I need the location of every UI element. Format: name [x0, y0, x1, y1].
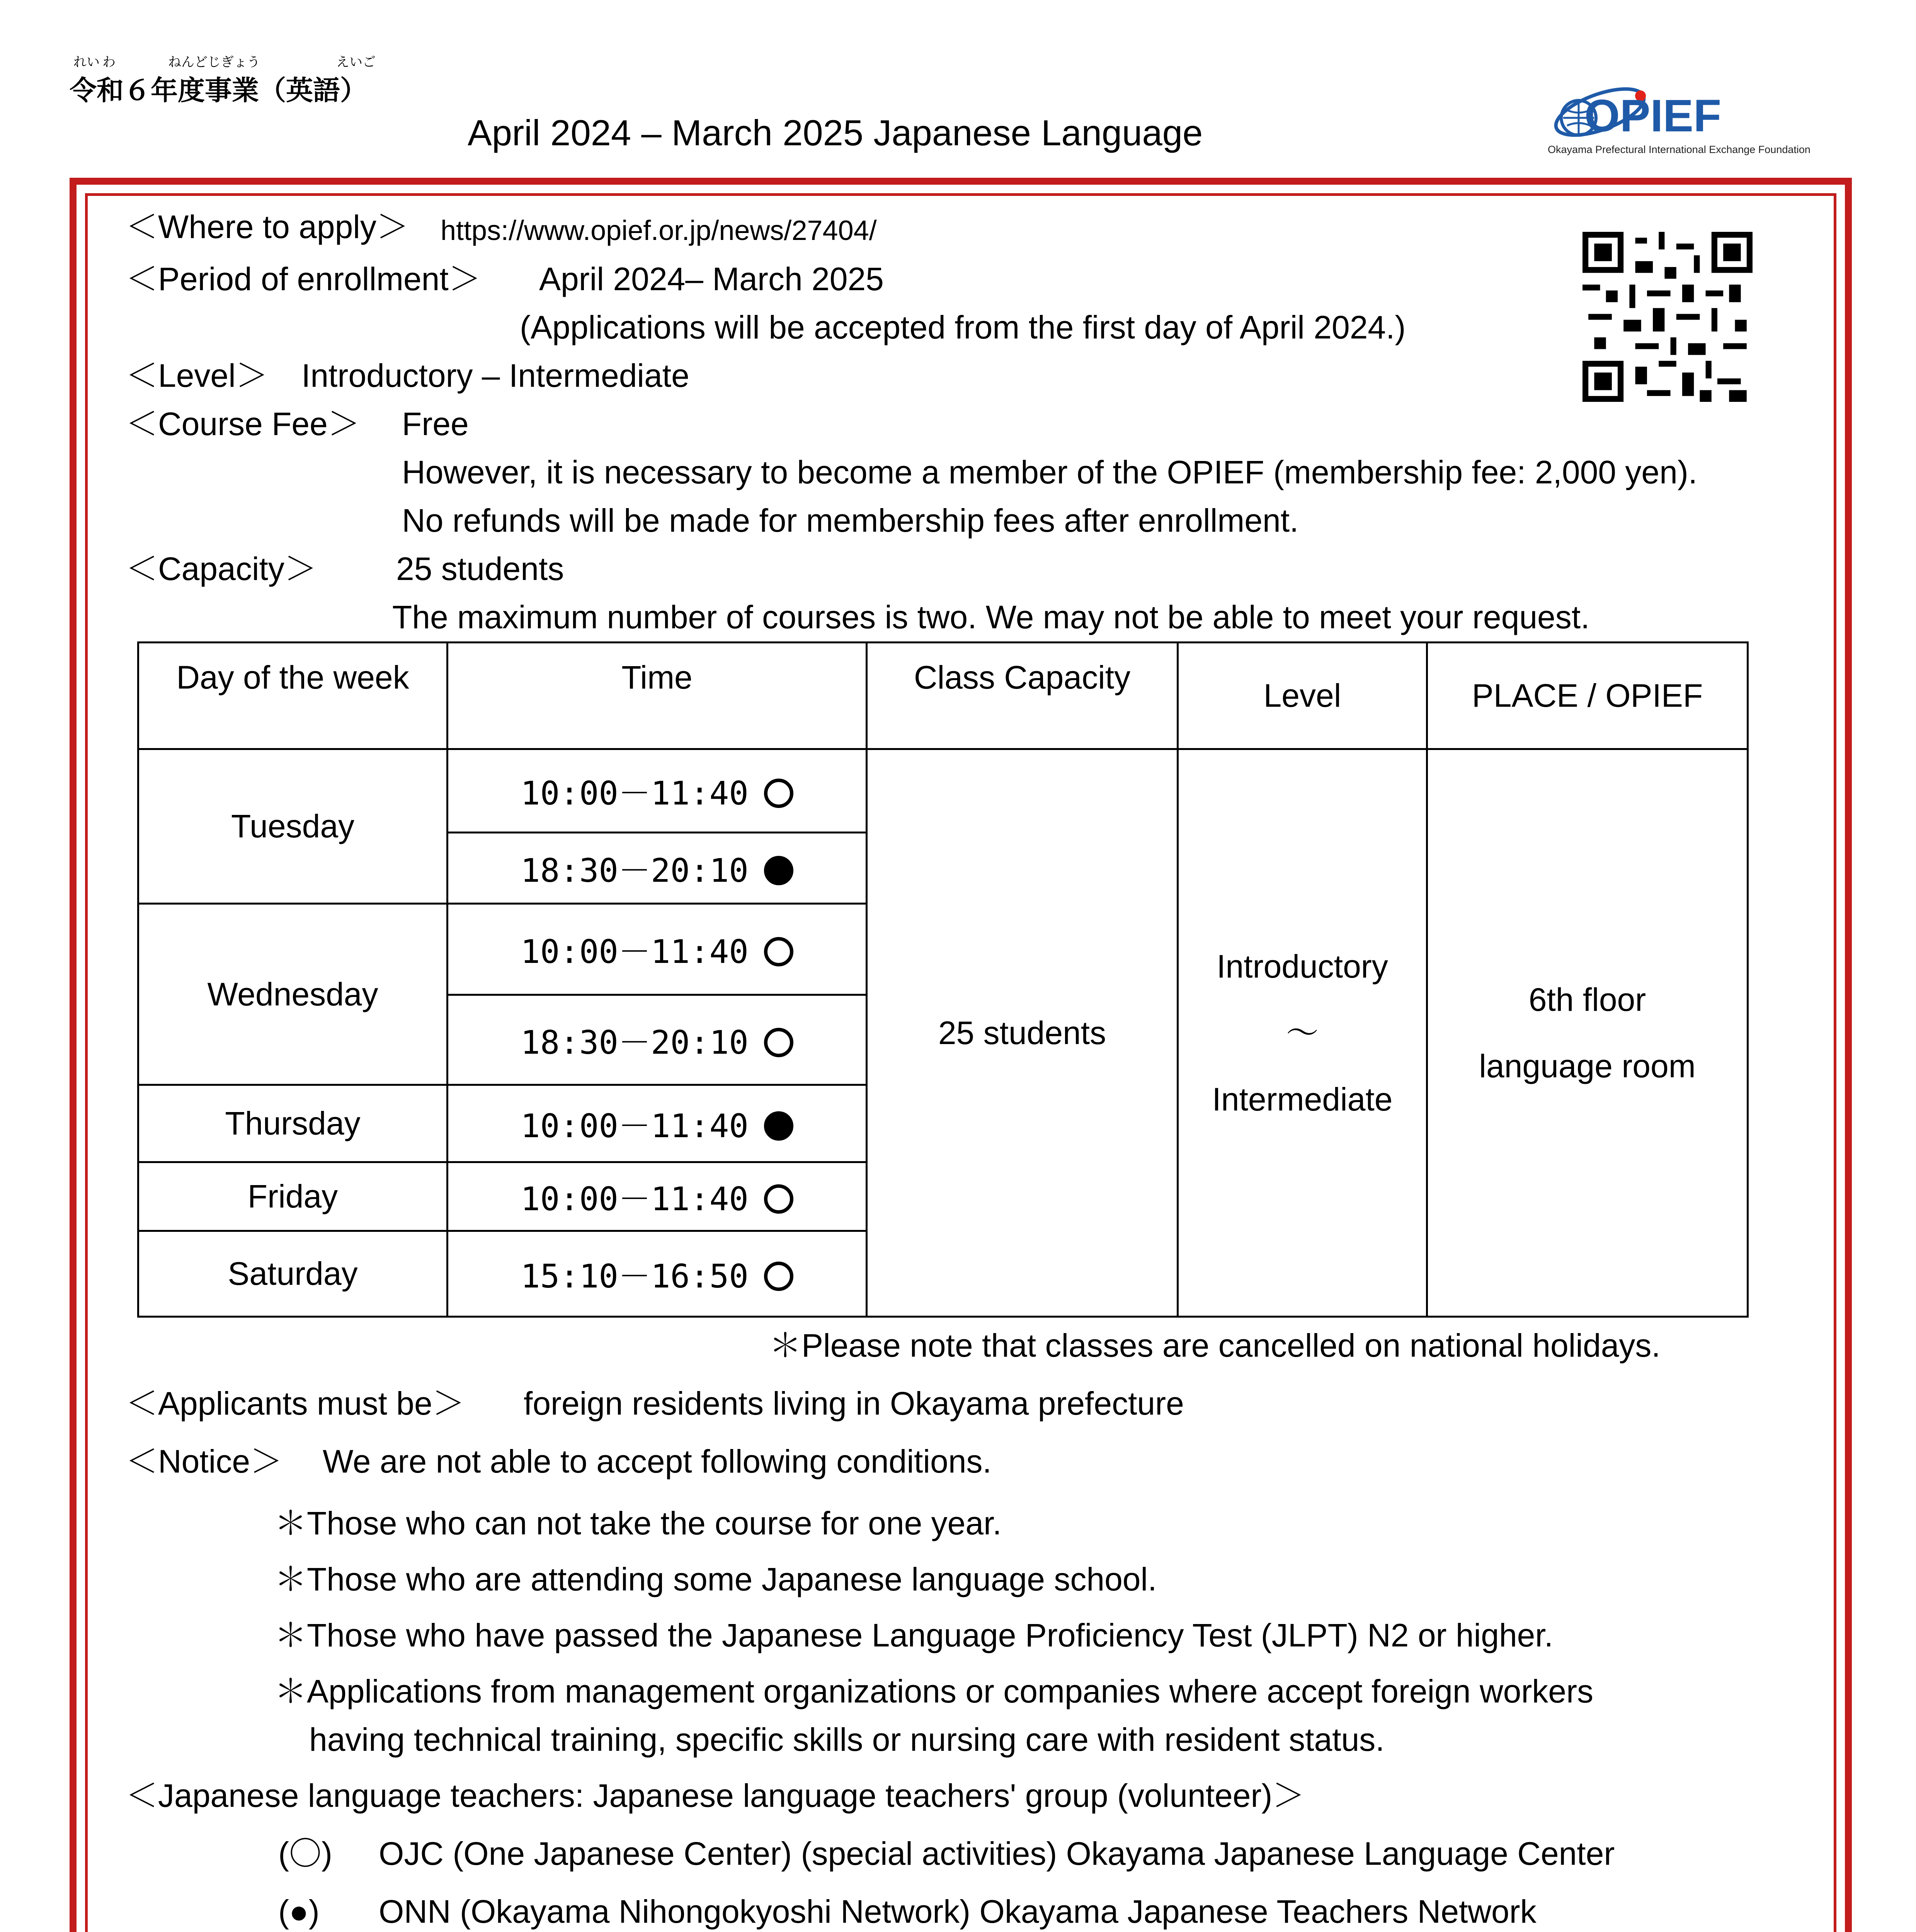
- capacity-cell: 25 students: [867, 749, 1178, 1317]
- open-circle-icon: [764, 937, 793, 966]
- place-line1: 6th floor: [1528, 981, 1646, 1018]
- time-cell: 10:00－11:40: [448, 904, 867, 995]
- header-level: Level: [1178, 643, 1427, 749]
- furigana-nendo: ねんどじぎょう: [168, 55, 260, 70]
- time-cell: 18:30－20:10: [448, 833, 867, 904]
- refund-note: No refunds will be made for membership fees after enrollment.: [402, 502, 1299, 539]
- teacher-group-open: OJC (One Japanese Center) (special activities) Okayama Japanese Language Center: [379, 1835, 1615, 1872]
- page-title: April 2024 – March 2025 Japanese Language: [468, 112, 1203, 153]
- time-cell: 18:30－20:10: [448, 995, 867, 1085]
- filled-circle-icon: [764, 856, 793, 885]
- furigana-rei: れい: [73, 55, 100, 70]
- level-top: Introductory: [1217, 948, 1388, 985]
- filled-circle-icon: [764, 1111, 793, 1141]
- level-bottom: Intermediate: [1212, 1081, 1393, 1117]
- open-circle-icon: [764, 1262, 793, 1291]
- day-cell: Saturday: [138, 1231, 448, 1317]
- capacity-value: 25 students: [396, 551, 564, 587]
- place-line2: language room: [1479, 1048, 1696, 1084]
- notice-item: ＊Those who have passed the Japanese Language Proficiency Test (JLPT) N2 or higher.: [274, 1617, 1554, 1653]
- level-cell: [1178, 749, 1427, 1317]
- membership-note: However, it is necessary to become a member of the OPIEF (membership fee: 2,000 yen).: [402, 454, 1698, 490]
- furigana-wa: わ: [102, 55, 116, 70]
- day-cell: Wednesday: [138, 904, 448, 1085]
- day-cell: Tuesday: [138, 749, 448, 904]
- level-label: ＜Level＞: [126, 357, 268, 394]
- logo-text: OPIEF: [1584, 90, 1722, 141]
- course-fee-label: ＜Course Fee＞: [126, 406, 360, 442]
- notice-item: ＊Those who can not take the course for one year.: [274, 1505, 1002, 1541]
- capacity-note: The maximum number of courses is two. We may not be able to meet your request.: [392, 599, 1590, 635]
- period-note: (Applications will be accepted from the first day of April 2024.): [520, 309, 1406, 345]
- header-place: PLACE / OPIEF: [1427, 643, 1748, 749]
- where-to-apply-label: ＜Where to apply＞: [126, 209, 409, 245]
- time-cell: 15:10－16:50: [448, 1231, 867, 1317]
- logo-subtitle: Okayama Prefectural International Exchange Foundation: [1548, 144, 1811, 155]
- open-circle-icon: [764, 1184, 793, 1214]
- course-fee-value: Free: [402, 406, 469, 442]
- level-value: Introductory – Intermediate: [301, 357, 689, 394]
- period-value: April 2024– March 2025: [539, 261, 884, 297]
- teacher-group-filled: ONN (Okayama Nihongokyoshi Network) Okayama Japanese Teachers Network: [379, 1893, 1537, 1930]
- header-time: Time: [448, 643, 867, 749]
- applicants-label: ＜Applicants must be＞: [126, 1385, 465, 1422]
- schedule-table: [137, 641, 1749, 1318]
- period-label: ＜Period of enrollment＞: [126, 261, 481, 297]
- notice-label: ＜Notice＞: [126, 1443, 283, 1480]
- notice-item: ＊Those who are attending some Japanese language school.: [274, 1561, 1157, 1597]
- notice-item-continued: having technical training, specific skills or nursing care with resident status.: [309, 1721, 1385, 1758]
- header-capacity: Class Capacity: [867, 643, 1178, 749]
- time-cell: 10:00－11:40: [448, 1085, 867, 1162]
- open-circle-icon: [764, 1028, 793, 1057]
- place-cell: [1427, 749, 1748, 1317]
- holiday-note: ＊Please note that classes are cancelled on national holidays.: [769, 1327, 1661, 1364]
- time-cell: 10:00－11:40: [448, 1162, 867, 1231]
- day-cell: Friday: [138, 1162, 448, 1231]
- capacity-label: ＜Capacity＞: [126, 551, 317, 587]
- applicants-value: foreign residents living in Okayama prefecture: [524, 1385, 1184, 1422]
- apply-url-link[interactable]: https://www.opief.or.jp/news/27404/: [441, 215, 877, 246]
- teachers-label: ＜Japanese language teachers: Japanese language teachers' group (volunteer)＞: [126, 1777, 1305, 1814]
- notice-value: We are not able to accept following conditions.: [323, 1443, 992, 1480]
- day-cell: Thursday: [138, 1085, 448, 1162]
- fiscal-year-label: 令和６年度事業（英語）: [70, 75, 367, 105]
- furigana-eigo: えいご: [336, 55, 376, 70]
- notice-item: ＊Applications from management organizations or companies where accept foreign workers: [274, 1673, 1593, 1709]
- teacher-group-open-prefix: (〇): [278, 1835, 332, 1872]
- header-day: Day of the week: [138, 643, 448, 749]
- open-circle-icon: [764, 779, 793, 808]
- level-tilde: ～: [1286, 1015, 1319, 1051]
- qr-code-icon: [1582, 232, 1753, 402]
- time-cell: 10:00－11:40: [448, 749, 867, 833]
- teacher-group-filled-prefix: (●): [278, 1893, 320, 1930]
